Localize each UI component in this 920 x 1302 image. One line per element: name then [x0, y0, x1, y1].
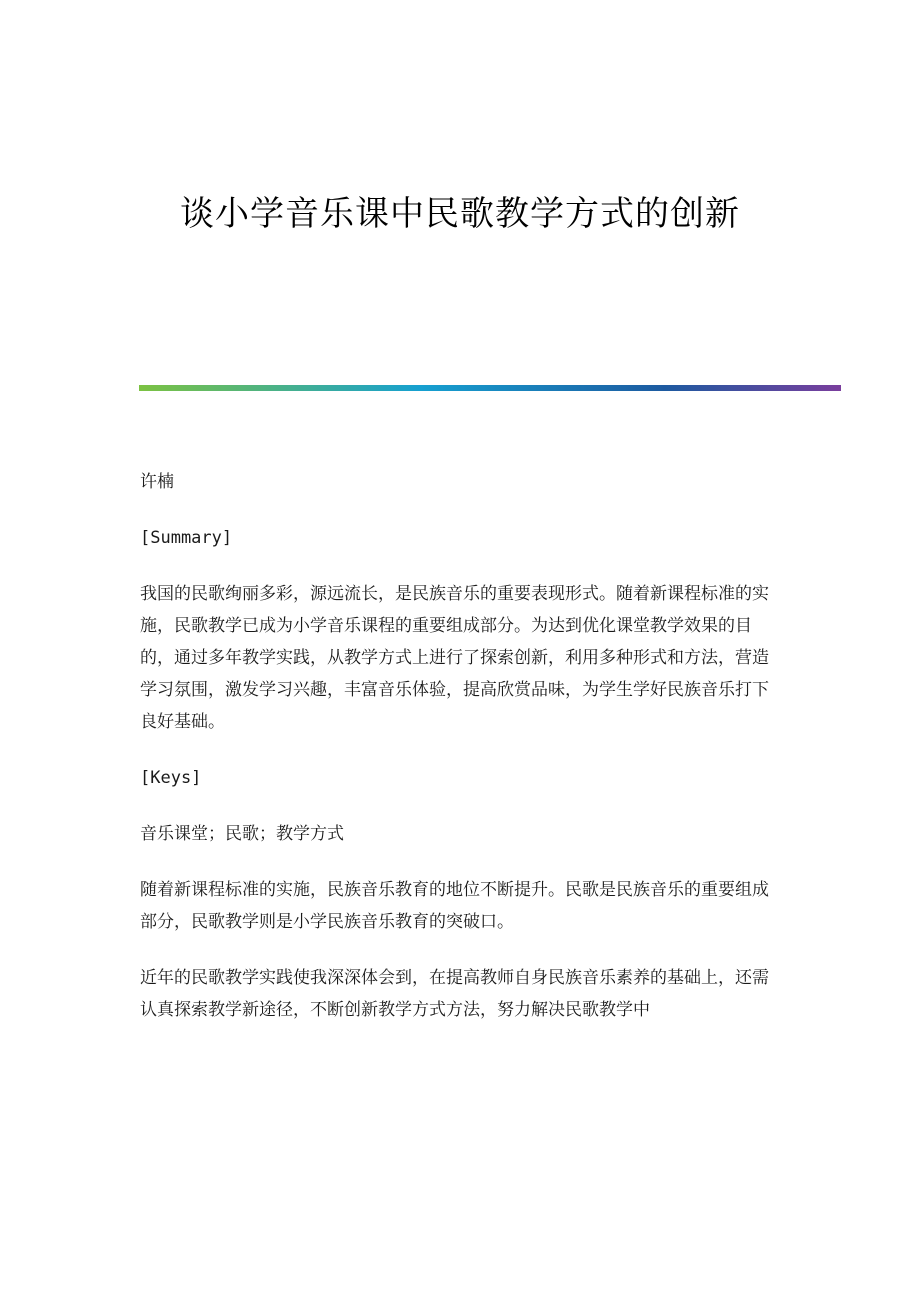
summary-text: 我国的民歌绚丽多彩，源远流长，是民族音乐的重要表现形式。随着新课程标准的实施，民歌教学已成为小学音乐课程的重要组成部分。为达到优化课堂教学效果的目的，通过多年教学实践，从教学方式上进行了探索创新，利用多种形式和方法，营造学习氛围，激发学习兴趣，丰富音乐体验，提高欣赏品味，为学生学好民族音乐打下良好基础。: [140, 584, 769, 732]
keys-text: 音乐课堂；民歌；教学方式: [140, 824, 344, 844]
document-body: [140, 466, 780, 1050]
summary-label: [Summary]: [140, 528, 233, 548]
keys-label: [Keys]: [140, 768, 202, 788]
body-paragraph: 随着新课程标准的实施，民族音乐教育的地位不断提升。民歌是民族音乐的重要组成部分，民歌教学则是小学民族音乐教育的突破口。: [140, 880, 769, 932]
document-title: 谈小学音乐课中民歌教学方式的创新: [180, 194, 740, 234]
body-paragraph: 近年的民歌教学实践使我深深体会到，在提高教师自身民族音乐素养的基础上，还需认真探索教学新途径，不断创新教学方式方法，努力解决民歌教学中: [140, 968, 769, 1020]
author-name: 许楠: [140, 472, 174, 492]
title-gradient-rule: [139, 385, 841, 391]
